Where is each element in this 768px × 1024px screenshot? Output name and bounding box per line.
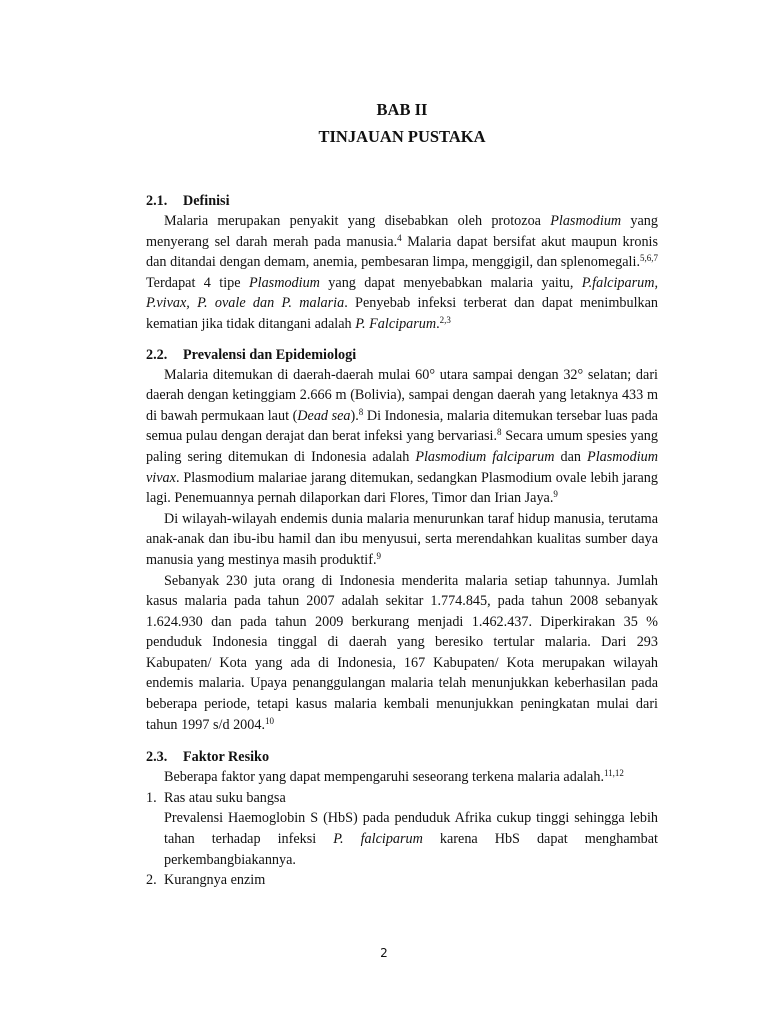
list-number: 1. bbox=[146, 789, 157, 806]
list-item-label: Ras atau suku bangsa bbox=[164, 789, 286, 806]
citation: 8 bbox=[358, 406, 364, 417]
paragraph-faktor-resiko: Beberapa faktor yang dapat mempengaruhi seseorang terkena malaria adalah.$^{11,12}$ bbox=[164, 768, 624, 786]
page-number: 2 bbox=[380, 946, 388, 960]
section-heading-definisi bbox=[146, 191, 658, 211]
section-title: Faktor Resiko bbox=[183, 749, 270, 766]
section-number: 2.1. bbox=[146, 193, 168, 209]
list-item-text: Prevalensi Haemoglobin S (HbS) pada penduduk Afrika cukup tinggi sehingga lebih tahan terhadap infeksi P. falciparum karena HbS dapat menghambat perkembangbiakannya. bbox=[164, 810, 658, 868]
paragraph-definisi: Malaria merupakan penyakit yang disebabkan oleh protozoa Plasmodium yang menyerang sel darah merah pada manusia.$^4$ Malaria dapat bersifat akut maupun kronis dan ditandai dengan demam, anemia, pembesaran limpa, menggigil, dan splenomegali.$^{5,6,7}$ Terdapat 4 tipe Plasmodium yang dapat menyebabkan malaria yaitu, P.falciparum, P.vivax, P. ovale dan P. malaria. Penyebab infeksi terberat dan dapat menimbulkan kematian jika tidak ditangani adalah P. Falciparum.$^{2,3}$ bbox=[146, 213, 658, 332]
document-page bbox=[146, 96, 658, 891]
section-heading-faktor-resiko bbox=[146, 747, 658, 767]
list-item bbox=[146, 788, 658, 870]
chapter-label: BAB II bbox=[376, 100, 428, 119]
citation: 5,6,7 bbox=[640, 253, 658, 264]
chapter-heading bbox=[146, 96, 658, 150]
citation: 9 bbox=[553, 489, 558, 500]
citation: 4 bbox=[397, 232, 402, 243]
section-title: Prevalensi dan Epidemiologi bbox=[183, 346, 357, 363]
citation: 9 bbox=[376, 550, 382, 561]
chapter-title: TINJAUAN PUSTAKA bbox=[318, 127, 486, 146]
paragraph-prevalensi-1: Malaria ditemukan di daerah-daerah mulai 60° utara sampai dengan 32° selatan; dari daerah dengan ketinggiam 2.666 m (Bolivia), sampai dengan daerah yang letaknya 433 m di bawah permukaan laut (Dead sea).$^8$ Di Indonesia, malaria ditemukan tersebar luas pada semua pulau dengan derajat dan berat infeksi yang bervariasi.$^8$ Secara umum spesies yang paling sering ditemukan di Indonesia adalah Plasmodium falciparum dan Plasmodium vivax. Plasmodium malariae jarang ditemukan, sedangkan Plasmodium ovale lebih jarang lagi. Penemuannya pernah dilaporkan dari Flores, Timor dan Irian Jaya.$^9$ bbox=[146, 366, 658, 507]
citation: 2,3 bbox=[439, 314, 451, 325]
list-number: 2. bbox=[146, 872, 157, 889]
citation: 11,12 bbox=[604, 768, 624, 779]
list-item bbox=[146, 870, 658, 891]
section-number: 2.2. bbox=[146, 346, 168, 363]
citation: 8 bbox=[497, 427, 502, 438]
paragraph-prevalensi-2: Di wilayah-wilayah endemis dunia malaria menurunkan taraf hidup manusia, terutama anak-anak dan ibu-ibu hamil dan ibu menyusui, serta merendahkan kualitas sumber daya manusia yang mestinya masih produktif.$^9$ bbox=[146, 510, 658, 568]
section-title: Definisi bbox=[183, 193, 230, 209]
paragraph-prevalensi-3: Sebanyak 230 juta orang di Indonesia menderita malaria setiap tahunnya. Jumlah kasus malaria pada tahun 2007 adalah sekitar 1.774.845, pada tahun 2008 sebanyak 1.624.930 dan pada tahun 2009 berkurang menjadi 1.462.437. Diperkirakan 35 % penduduk Indonesia tinggal di daerah yang beresiko tertular malaria. Dari 293 Kabupaten/ Kota yang ada di Indonesia, 167 Kabupaten/ Kota merupakan wilayah endemis malaria. Upaya penanggulangan malaria telah menunjukkan keberhasilan pada beberapa periode, tetapi kasus malaria kembali menunjukkan peningkatan mulai dari tahun 1997 s/d 2004.10 bbox=[146, 572, 658, 733]
section-heading-prevalensi bbox=[146, 345, 658, 365]
citation: 10 bbox=[265, 715, 275, 726]
list-item-label: Kurangnya enzim bbox=[164, 872, 266, 889]
section-number: 2.3. bbox=[146, 749, 168, 766]
